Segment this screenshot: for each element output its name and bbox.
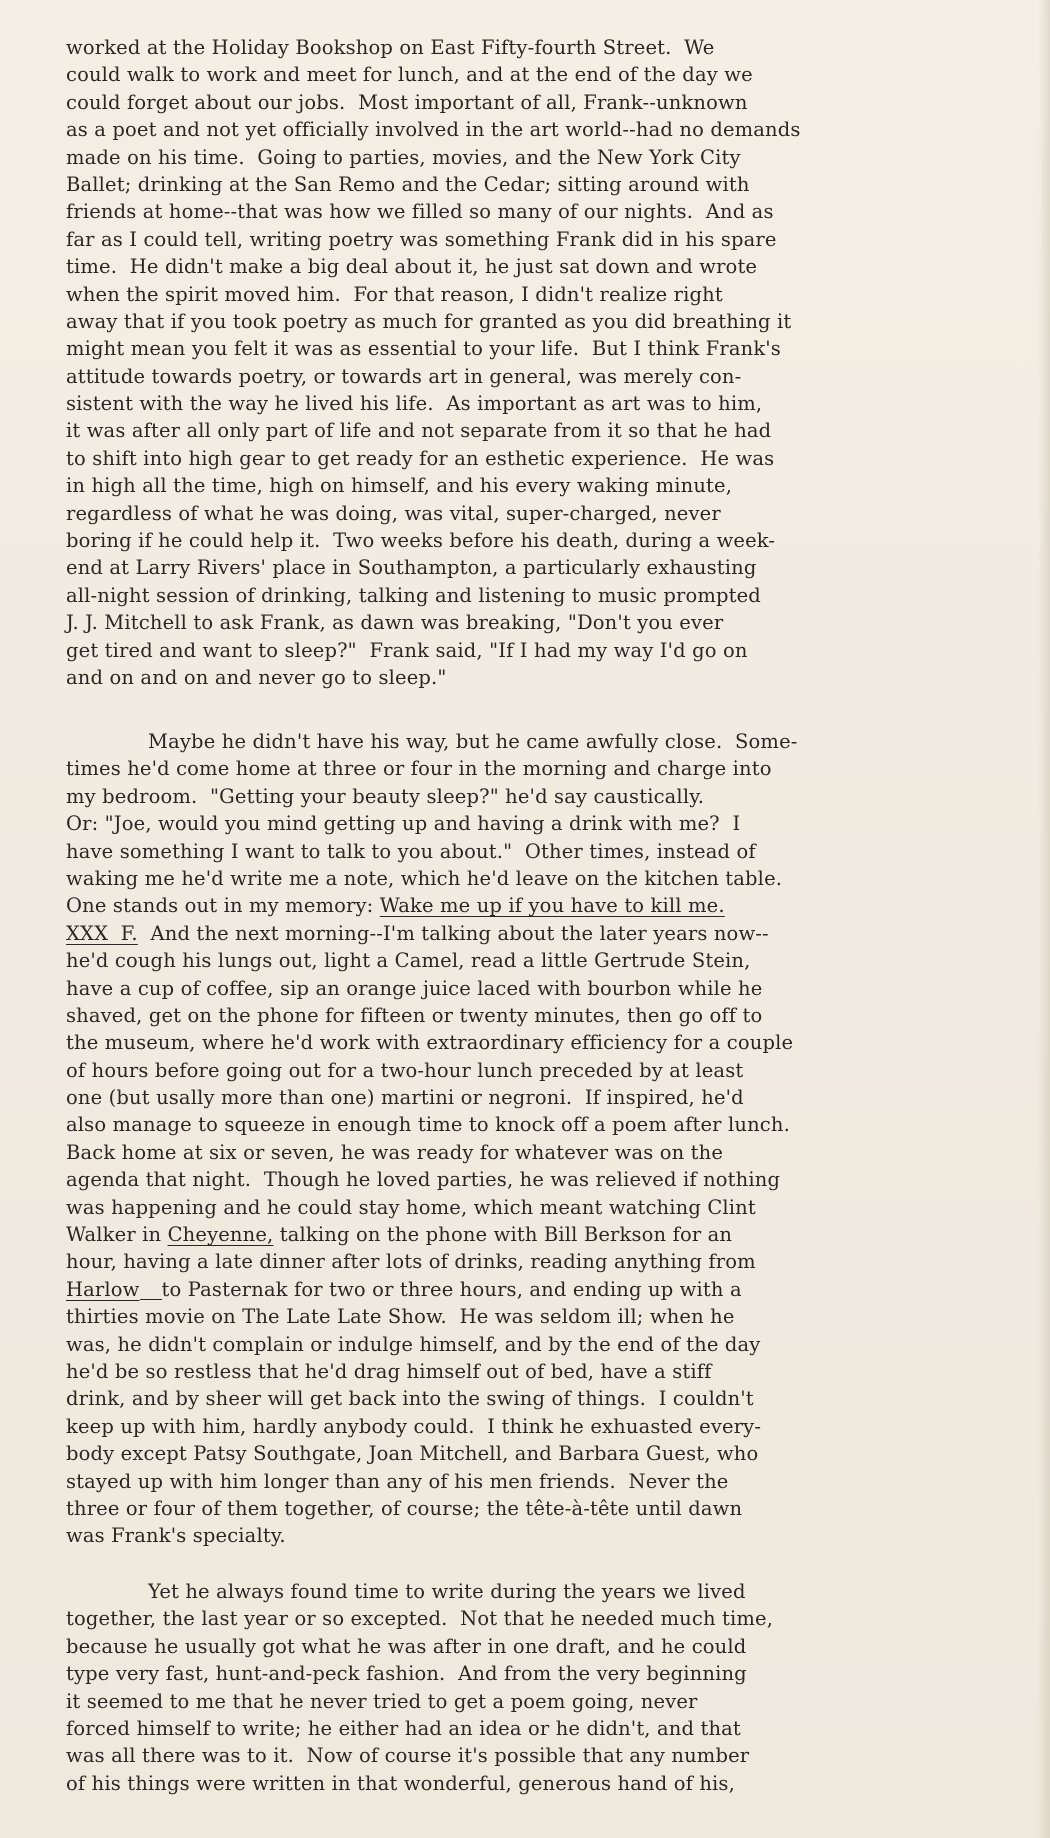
text-line: times he'd come home at three or four in the morning and charge into — [66, 757, 772, 781]
underlined-title-cheyenne: Cheyenne, — [167, 1223, 274, 1247]
text-line: could walk to work and meet for lunch, and at the end of the day we — [66, 63, 753, 87]
text-line: attitude towards poetry, or towards art in general, was merely con- — [66, 364, 742, 388]
paragraph-2 — [66, 728, 966, 1550]
text-line: agenda that night. Though he loved parties, he was relieved if nothing — [66, 1168, 781, 1192]
text-segment: One stands out in my memory: — [66, 894, 374, 918]
text-line: waking me he'd write me a note, which he'd leave on the kitchen table. — [66, 866, 783, 890]
text-line: sistent with the way he lived his life. As important as art was to him, — [66, 392, 763, 416]
text-line: drink, and by sheer will get back into the swing of things. I couldn't — [66, 1387, 754, 1411]
text-line: keep up with him, hardly anybody could. I think he exhuasted every- — [66, 1414, 762, 1438]
text-line: body except Patsy Southgate, Joan Mitchell, and Barbara Guest, who — [66, 1442, 759, 1466]
text-line: have a cup of coffee, sip an orange juice laced with bourbon while he — [66, 976, 763, 1000]
text-segment: to Pasternak for two or three hours, and ending up with a — [161, 1277, 742, 1301]
text-line: forced himself to write; he either had an idea or he didn't, and that — [66, 1716, 741, 1740]
text-line: made on his time. Going to parties, movies, and the New York City — [66, 145, 741, 169]
text-line: could forget about our jobs. Most important of all, Frank--unknown — [66, 90, 748, 114]
text-segment: Walker in — [66, 1223, 162, 1247]
text-line: and on and on and never go to sleep." — [66, 665, 447, 689]
text-line — [66, 1276, 966, 1303]
text-line: end at Larry Rivers' place in Southampton, a particularly exhausting — [66, 556, 757, 580]
text-line: of his things were written in that wonderful, generous hand of his, — [66, 1771, 735, 1795]
text-line: was Frank's specialty. — [66, 1524, 286, 1548]
text-line: all-night session of drinking, talking and listening to music prompted — [66, 583, 761, 607]
text-line: he'd be so restless that he'd drag himself out of bed, have a stiff — [66, 1359, 712, 1383]
text-line: the museum, where he'd work with extraordinary efficiency for a couple — [66, 1031, 794, 1055]
text-line: Yet he always found time to write during the years we lived — [148, 1580, 746, 1603]
text-line: was, he didn't complain or indulge himself, and by the end of the day — [66, 1332, 761, 1356]
text-segment: And the next morning--I'm talking about the later years now-- — [150, 921, 769, 945]
paragraph-1 — [66, 34, 966, 691]
underlined-title-harlow: Harlow — [66, 1277, 140, 1301]
underlined-note-signature: XXX F. — [66, 921, 138, 945]
text-line: it was after all only part of life and not separate from it so that he had — [66, 419, 772, 443]
text-line: get tired and want to sleep?" Frank said, "If I had my way I'd go on — [66, 638, 748, 662]
text-line: when the spirit moved him. For that reason, I didn't realize right — [66, 282, 723, 306]
text-line: Ballet; drinking at the San Remo and the Cedar; sitting around with — [66, 172, 750, 196]
text-line: regardless of what he was doing, was vital, super-charged, never — [66, 501, 721, 525]
text-line: thirties movie on The Late Late Show. He was seldom ill; when he — [66, 1305, 735, 1329]
text-segment: talking on the phone with Bill Berkson for an — [279, 1223, 733, 1247]
text-line: as a poet and not yet officially involved in the art world--had no demands — [66, 118, 801, 142]
text-line: because he usually got what he was after in one draft, and he could — [66, 1634, 747, 1658]
text-line: Or: "Joe, would you mind getting up and having a drink with me? I — [66, 812, 741, 836]
text-line: of hours before going out for a two-hour lunch preceded by at least — [66, 1058, 744, 1082]
text-line — [66, 892, 966, 919]
underlined-note-text: Wake me up if you have to kill me. — [379, 894, 725, 918]
text-line: time. He didn't make a big deal about it, he just sat down and wrote — [66, 255, 758, 279]
text-line: together, the last year or so excepted. Not that he needed much time, — [66, 1607, 774, 1631]
text-line — [66, 920, 966, 947]
text-line: J. J. Mitchell to ask Frank, as dawn was breaking, "Don't you ever — [66, 611, 724, 635]
underline-gap — [140, 1298, 162, 1300]
page-edge-shadow — [1038, 0, 1050, 1838]
text-line: shaved, get on the phone for fifteen or twenty minutes, then go off to — [66, 1003, 763, 1027]
text-line: in high all the time, high on himself, and his every waking minute, — [66, 474, 733, 498]
text-line: hour, having a late dinner after lots of drinks, reading anything from — [66, 1250, 756, 1274]
text-line: he'd cough his lungs out, light a Camel, read a little Gertrude Stein, — [66, 949, 751, 973]
text-line: three or four of them together, of course; the tête-à-tête until dawn — [66, 1496, 743, 1520]
text-line: friends at home--that was how we filled so many of our nights. And as — [66, 200, 774, 224]
text-line: was all there was to it. Now of course it's possible that any number — [66, 1744, 750, 1768]
text-line: stayed up with him longer than any of his men friends. Never the — [66, 1469, 729, 1493]
text-line: to shift into high gear to get ready for an esthetic experience. He was — [66, 446, 775, 470]
paragraph-3 — [66, 1578, 966, 1797]
text-line: far as I could tell, writing poetry was something Frank did in his spare — [66, 227, 777, 251]
text-line: one (but usally more than one) martini or negroni. If inspired, he'd — [66, 1086, 744, 1110]
text-line: was happening and he could stay home, which meant watching Clint — [66, 1195, 756, 1219]
text-line: might mean you felt it was as essential to your life. But I think Frank's — [66, 337, 781, 361]
text-line: have something I want to talk to you about." Other times, instead of — [66, 839, 756, 863]
text-line: my bedroom. "Getting your beauty sleep?" he'd say caustically. — [66, 784, 705, 808]
text-line: Back home at six or seven, he was ready for whatever was on the — [66, 1140, 724, 1164]
text-line: worked at the Holiday Bookshop on East Fifty-fourth Street. We — [66, 36, 715, 59]
text-line: boring if he could help it. Two weeks before his death, during a week- — [66, 529, 776, 553]
text-line — [66, 1221, 966, 1248]
text-line: it seemed to me that he never tried to get a poem going, never — [66, 1689, 698, 1713]
text-line: also manage to squeeze in enough time to knock off a poem after lunch. — [66, 1113, 790, 1137]
text-line: type very fast, hunt-and-peck fashion. And from the very beginning — [66, 1662, 747, 1686]
text-line: Maybe he didn't have his way, but he came awfully close. Some- — [148, 730, 798, 753]
text-line: away that if you took poetry as much for granted as you did breathing it — [66, 309, 792, 333]
